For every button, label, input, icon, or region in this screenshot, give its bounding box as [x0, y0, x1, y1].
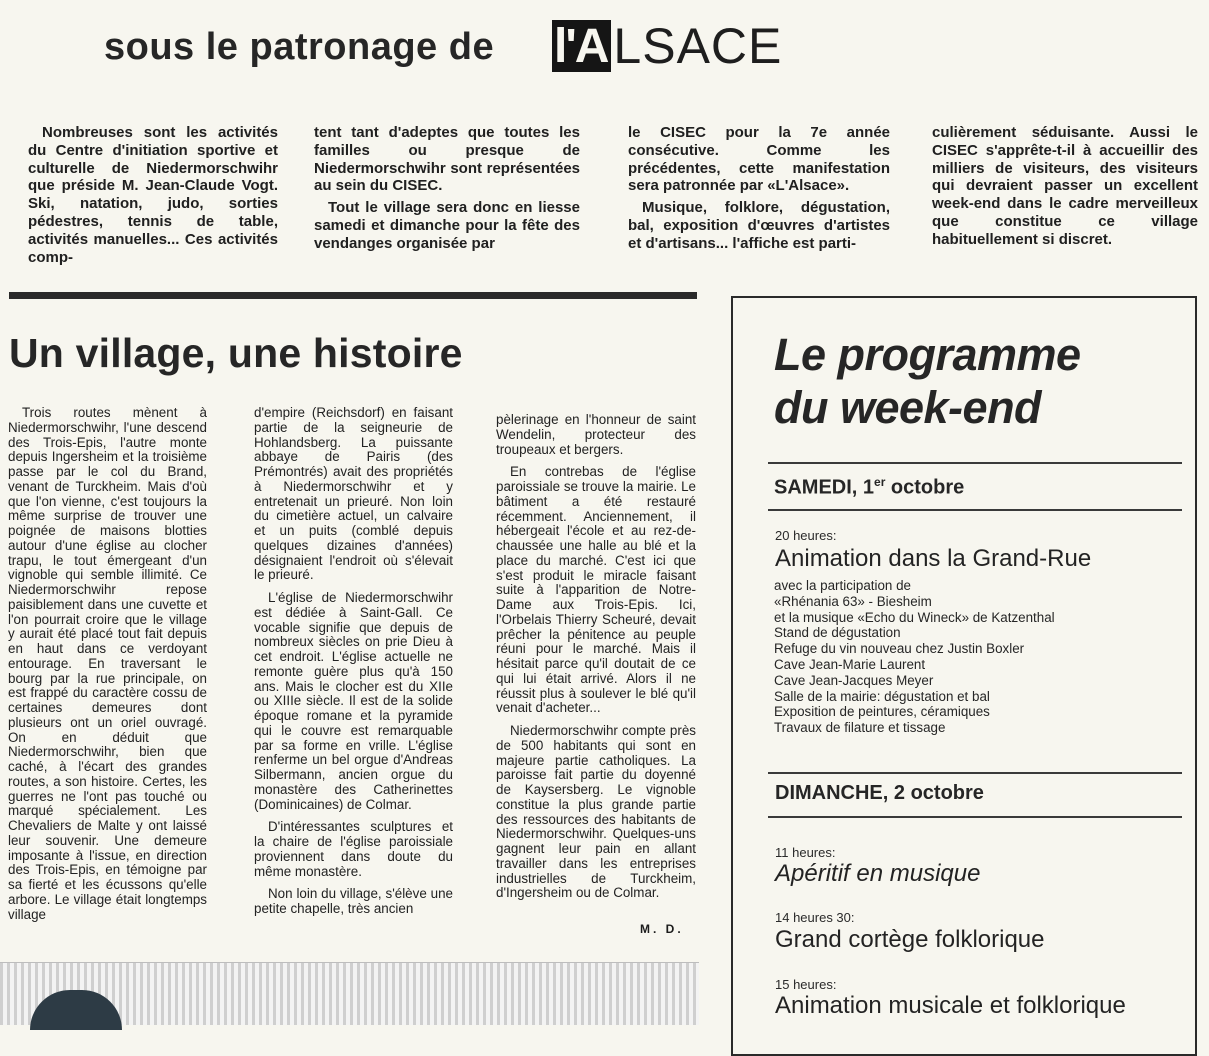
intro-paragraph: culièrement séduisante. Aussi le CISEC s'apprête-t-il à accueillir des milliers de visiteurs, des visiteurs qui devraient passer un excellent week-end dans le cadre merveilleux que constitue ce village habituellement si discret.	[932, 124, 1198, 248]
programme-title	[774, 328, 1081, 434]
intro-paragraph: Musique, folklore, dégustation, bal, exposition d'œuvres d'artistes et d'artisans... l'affiche est parti-	[628, 199, 890, 252]
intro-paragraph: Nombreuses sont les activités du Centre d'initiation sportive et culturelle de Niedermorschwihr que préside M. Jean-Claude Vogt. Ski, natation, judo, sorties pédestres, tennis de table, activités manuelles... Ces activités comp-	[28, 124, 278, 266]
programme-title-line-2: du week-end	[774, 382, 1042, 433]
section-divider	[9, 292, 697, 299]
saturday-details	[774, 578, 1055, 736]
saturday-detail-line: et la musique «Echo du Wineck» de Katzenthal	[774, 609, 1055, 625]
intro-paragraph: Tout le village sera donc en liesse samedi et dimanche pour la fête des vendanges organisée par	[314, 199, 580, 252]
day-divider	[768, 509, 1182, 511]
intro-column-3	[628, 124, 890, 253]
day-divider	[768, 816, 1182, 818]
saturday-event: Animation dans la Grand-Rue	[775, 545, 1092, 572]
article-column-2	[254, 406, 453, 917]
day-divider	[768, 462, 1182, 464]
sunday-heading: DIMANCHE, 2 octobre	[775, 782, 984, 804]
article-column-1	[8, 406, 207, 922]
saturday-detail-line: «Rhénania 63» - Biesheim	[774, 593, 932, 609]
saturday-day-sup: er	[874, 475, 886, 489]
article-paragraph: Trois routes mènent à Niedermorschwihr, l'une descend des Trois-Epis, l'autre monte depuis Ingersheim et la troisième passe par le col du Brand, venant de Turckheim. Mais d'où que l'on vienne, c'est toujours la même surprise de trouver une poignée de maisons blotties autour d'une église au clocher trapu, le tout émergeant d'un vignoble qui semble illimité. Ce Niedermorschwihr repose paisiblement dans une cuvette et l'on pourrait croire que le village y aurait été placé tout fait depuis en haut dans ce verdoyant entourage. En traversant le bourg par la rue principale, on est frappé du caractère cossu de certaines demeures dont plusieurs ont un oriel ouvragé. On en déduit que Niedermorschwihr, bien que caché, à l'écart des grandes routes, a son histoire. Certes, les guerres ne l'ont pas touché ou marqué spécialement. Les Chevaliers de Malte y ont laissé leur souvenir. Une demeure imposante à l'issue, en direction des Trois-Epis, en témoigne par sa fierté et les écussons qu'elle arbore. Le village était longtemps village	[8, 405, 207, 922]
article-signature: M. D.	[640, 922, 684, 936]
saturday-detail-line: Cave Jean-Marie Laurent	[774, 656, 926, 672]
saturday-day: SAMEDI, 1	[774, 476, 875, 499]
saturday-heading	[774, 475, 964, 500]
logo-word: LSACE	[613, 18, 783, 74]
day-divider	[768, 772, 1182, 774]
saturday-time: 20 heures:	[775, 528, 837, 543]
logo-mark: l'A	[552, 20, 611, 72]
programme-title-line-1: Le programme	[774, 329, 1081, 380]
article-paragraph: L'église de Niedermorschwihr est dédiée à Saint-Gall. Ce vocable signifie que depuis de nombreux siècles on prie Dieu à cet endroit. L'église actuelle ne remonte guère plus qu'à 150 ans. Mais le clocher est du XIIe ou XIIIe siècle. Il est de la solide époque romane et la pyramide qui le couvre est remarquable par sa forme en vrille. L'église renferme un bel orgue d'Andreas Silbermann, ancien orgue du monastère des Catherinettes (Dominicaines) de Colmar.	[254, 590, 453, 812]
intro-column-2	[314, 124, 580, 253]
intro-column-4	[932, 124, 1198, 249]
alsace-logo	[552, 16, 782, 72]
article-headline: Un village, une histoire	[9, 330, 463, 376]
patronage-heading: sous le patronage de	[104, 26, 495, 68]
saturday-detail-line: Exposition de peintures, céramiques	[774, 704, 990, 720]
article-column-3	[496, 413, 696, 901]
article-paragraph: D'intéressantes sculptures et la chaire de l'église paroissiale proviennent dans doute du même monastère.	[254, 819, 453, 879]
saturday-detail-line: Stand de dégustation	[774, 625, 901, 641]
sunday-event-2: Grand cortège folklorique	[775, 926, 1045, 953]
sunday-event-3: Animation musicale et folklorique	[775, 992, 1126, 1019]
sunday-time-2: 14 heures 30:	[775, 910, 855, 925]
intro-paragraph: le CISEC pour la 7e année consécutive. Comme les précédentes, cette manifestation sera patronnée par «L'Alsace».	[628, 124, 890, 195]
article-paragraph: Niedermorschwihr compte près de 500 habitants qui sont en majeure partie catholiques. La paroisse fait partie du doyenné de Kaysersberg. Le vignoble constitue la plus grande partie des ressources des habitants de Niedermorschwihr. Quelques-uns gagnent leur pain en allant travailler dans les entreprises industrielles de Turckheim, d'Ingersheim ou de Colmar.	[496, 723, 696, 901]
sunday-event-1: Apéritif en musique	[775, 860, 981, 887]
intro-column-1	[28, 124, 278, 266]
article-paragraph: d'empire (Reichsdorf) en faisant partie de la seigneurie de Hohlandsberg. La puissante abbaye de Pairis (des Prémontrés) avait des propriétés à Niedermorschwihr et y entretenait un prieuré. Non loin du cimetière actuel, un calvaire et un puits (comblé depuis quelques dizaines d'années) désignaient l'endroit où s'élevait le prieuré.	[254, 405, 453, 583]
sunday-time-1: 11 heures:	[775, 845, 836, 860]
sunday-time-3: 15 heures:	[775, 977, 837, 992]
article-paragraph: pèlerinage en l'honneur de saint Wendelin, protecteur des troupeaux et bergers.	[496, 412, 696, 457]
article-paragraph: Non loin du village, s'élève une petite chapelle, très ancien	[254, 886, 453, 916]
saturday-detail-line: Salle de la mairie: dégustation et bal	[774, 688, 990, 704]
saturday-detail-line: Travaux de filature et tissage	[774, 720, 946, 736]
saturday-month: octobre	[885, 476, 965, 499]
saturday-detail-line: Refuge du vin nouveau chez Justin Boxler	[774, 641, 1025, 657]
intro-paragraph: tent tant d'adeptes que toutes les familles ou presque de Niedermorschwihr sont représentées au sein du CISEC.	[314, 124, 580, 195]
saturday-detail-line: Cave Jean-Jacques Meyer	[774, 672, 934, 688]
saturday-detail-line: avec la participation de	[774, 578, 911, 593]
article-paragraph: En contrebas de l'église paroissiale se trouve la mairie. Le bâtiment a été restauré récemment. Anciennement, il hébergeait l'école et au rez-de-chaussée une halle au blé et la place du marché. C'est ici que s'est produit le miracle faisant suite à l'apparition de Notre-Dame aux Trois-Epis. Ici, l'Orbelais Thierry Scheuré, devait prêcher la pénitence au peuple réuni pour le marché. Mais il hésitait parce qu'il doutait de ce qui lui était arrivé. Alors il ne réussit plus à soulever le blé qu'il venait d'acheter...	[496, 464, 696, 716]
